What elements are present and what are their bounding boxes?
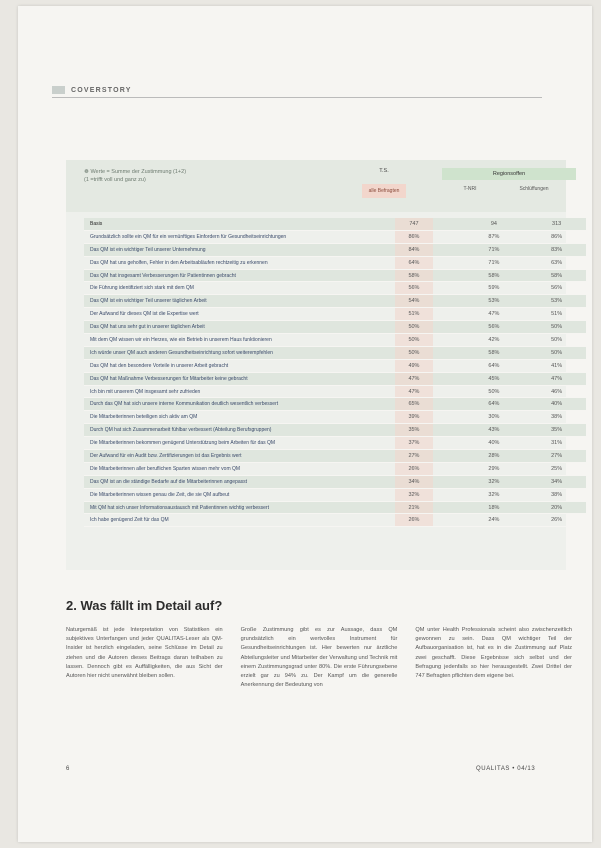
row-value-total: 50% bbox=[395, 321, 432, 333]
row-statement: Der Aufwand für dieses QM ist die Expertise wert bbox=[90, 311, 199, 318]
table-row bbox=[84, 463, 586, 476]
table-row bbox=[84, 514, 586, 527]
table-row bbox=[84, 257, 586, 270]
table-row bbox=[84, 244, 586, 257]
row-value-region-2: 63% bbox=[551, 259, 563, 266]
text-column-2: Große Zustimmung gibt es zur Aussage, dass QM grundsätzlich ein wertvolles Instrument für Gesundheitseinrichtungen ist. Hier bewerten nur ärztliche Abteilungsleiter und Mitarbeiter der Verwaltung und Technik mit einem Zustimmungsgrad unter 80%. Die erste Führungsebene erzielt gar zu 94% zu. Der Kampf um die generelle Anerkennung der Bedeutung von bbox=[240, 627, 398, 689]
row-value-region-1: 32% bbox=[488, 478, 500, 485]
table-row bbox=[84, 270, 586, 283]
row-value-region-1: 94 bbox=[490, 220, 497, 227]
table-row bbox=[84, 489, 586, 502]
row-value-region-1: 43% bbox=[488, 427, 500, 434]
table-row bbox=[84, 321, 586, 334]
row-value-region-2: 25% bbox=[551, 465, 563, 472]
row-value-region-1: 87% bbox=[488, 233, 500, 240]
row-statement: Das QM ist ein wichtiger Teil unserer täglichen Arbeit bbox=[90, 298, 207, 305]
row-value-total: 51% bbox=[395, 308, 432, 320]
table-row bbox=[84, 437, 586, 450]
table-row bbox=[84, 450, 586, 463]
legend-line: (1 =trifft voll und ganz zu) bbox=[84, 177, 146, 183]
row-value-total: 39% bbox=[395, 411, 432, 423]
row-value-total: 49% bbox=[395, 360, 432, 372]
table-body bbox=[84, 218, 586, 527]
row-value-region-1: 47% bbox=[488, 311, 500, 318]
body-text bbox=[66, 626, 572, 690]
col-total-header: T.S. bbox=[379, 168, 389, 174]
row-value-region-2: 53% bbox=[551, 298, 563, 305]
row-statement: Die Führung identifiziert sich stark mit dem QM bbox=[90, 285, 194, 292]
row-value-total: 50% bbox=[395, 334, 432, 346]
row-value-region-2: 56% bbox=[551, 285, 563, 292]
row-statement: Durch das QM hat sich unsere interne Kommunikation deutlich wesentlich verbessert bbox=[90, 401, 279, 408]
row-value-region-2: 58% bbox=[551, 272, 563, 279]
row-value-total: 34% bbox=[395, 476, 432, 488]
row-value-region-1: 71% bbox=[488, 259, 500, 266]
row-value-region-2: 51% bbox=[551, 311, 563, 318]
row-value-region-1: 58% bbox=[488, 272, 500, 279]
row-value-region-1: 40% bbox=[488, 440, 500, 447]
text-column-1: Naturgemäß ist jede Interpretation von Statistiken ein subjektives Unterfangen und jeder QUALITAS-Leser als QM-Insider ist herzlich eingeladen, seine Schlüsse im Detail zu ziehen und die Autoren dieses Beitrags daran teilhaben zu lassen. Dennoch gibt es Auffälligkeiten, die aus Sicht der Autoren hier nicht unerwähnt bleiben sollen. bbox=[66, 627, 223, 680]
row-value-region-1: 64% bbox=[488, 362, 500, 369]
row-statement: Der Aufwand für ein Audit bzw. Zertifizierungen ist das Ergebnis wert bbox=[90, 452, 242, 459]
table-row bbox=[84, 282, 586, 295]
row-statement: Die Mitarbeiterinnen bekommen genügend Unterstützung beim Arbeiten für das QM bbox=[90, 440, 276, 447]
row-value-region-1: 56% bbox=[488, 324, 500, 331]
table-row bbox=[84, 502, 586, 515]
row-statement: Das QM hat insgesamt Verbesserungen für Patientinnen gebracht bbox=[90, 272, 236, 279]
table-row bbox=[84, 295, 586, 308]
row-value-region-1: 29% bbox=[488, 465, 500, 472]
row-value-region-2: 31% bbox=[551, 440, 563, 447]
row-value-total: 26% bbox=[395, 514, 432, 526]
row-value-region-2: 50% bbox=[551, 324, 563, 331]
table-row bbox=[84, 476, 586, 489]
row-statement: Das QM hat Maßnahme Verbesserungen für Mitarbeiter keine gebracht bbox=[90, 375, 248, 382]
row-value-region-2: 50% bbox=[551, 336, 563, 343]
row-value-total: 84% bbox=[395, 244, 432, 256]
row-statement: Basis bbox=[90, 220, 103, 227]
row-value-total: 50% bbox=[395, 347, 432, 359]
row-value-region-1: 50% bbox=[488, 388, 500, 395]
row-value-total: 35% bbox=[395, 424, 432, 436]
table-header bbox=[66, 160, 566, 212]
legend-line: ☸ Werte = Summe der Zustimmung (1+2) bbox=[84, 169, 187, 175]
row-value-region-1: 32% bbox=[488, 491, 500, 498]
region-subheader-2: Schlüffungen bbox=[519, 186, 549, 192]
row-statement: Mit dem QM wissen wir ein Herzes, wie ein Betrieb in unserem Haus funktionieren bbox=[90, 336, 272, 343]
row-value-total: 86% bbox=[395, 231, 432, 243]
row-statement: Das QM hat uns geholfen, Fehler in den Arbeitsabläufen rechtzeitig zu erkennen bbox=[90, 259, 268, 266]
row-value-region-2: 46% bbox=[551, 388, 563, 395]
row-value-region-2: 26% bbox=[551, 517, 563, 524]
row-value-region-1: 53% bbox=[488, 298, 500, 305]
row-statement: Die Mitarbeiterinnen beteiligen sich aktiv am QM bbox=[90, 414, 198, 421]
section-tag bbox=[52, 86, 132, 94]
table-row bbox=[84, 231, 586, 244]
row-value-total: 26% bbox=[395, 463, 432, 475]
row-statement: Das QM hat den besondere Vorteile in unserer Arbeit gebracht bbox=[90, 362, 229, 369]
row-statement: Das QM ist an die ständige Bedarfe auf die Mitarbeiterinnen angepasst bbox=[90, 478, 248, 485]
row-value-total: 47% bbox=[395, 373, 432, 385]
text-column-3: QM unter Health Professionals scheint also zwischenzeitlich gewonnen zu sein. Dass QM wichtiger Teil der Aufbauorganisation ist, hat es in die Zustimmung auf Platz zwei geschafft. Diese Ergebnisse sich selbst und der Befragung jedenfalls so hier herausgestellt. Zwei Drittel der 747 Befragten pflichten dem eigene bei. bbox=[415, 627, 573, 680]
row-value-region-1: 28% bbox=[488, 452, 500, 459]
row-value-region-2: 20% bbox=[551, 504, 563, 511]
row-value-region-1: 24% bbox=[488, 517, 500, 524]
row-value-region-1: 42% bbox=[488, 336, 500, 343]
row-statement: Ich habe genügend Zeit für das QM bbox=[90, 517, 169, 524]
table-row bbox=[84, 360, 586, 373]
row-value-region-2: 27% bbox=[551, 452, 563, 459]
table-row bbox=[84, 386, 586, 399]
row-statement: Ich würde unser QM auch anderen Gesundheitseinrichtung sofort weiterempfehlen bbox=[90, 349, 273, 356]
table-row bbox=[84, 308, 586, 321]
row-statement: Grundsätzlich sollte ein QM für ein vernünftiges Einfordern für Gesundheitseinrichtungen bbox=[90, 233, 287, 240]
page-number: 6 bbox=[66, 766, 70, 772]
row-value-region-1: 59% bbox=[488, 285, 500, 292]
row-statement: Die Mitarbeiterinnen wissen genau die Zeit, die sie QM aufbeut bbox=[90, 491, 230, 498]
row-value-region-2: 34% bbox=[551, 478, 563, 485]
col-total-subheader: alle Befragten bbox=[362, 184, 406, 198]
table-row bbox=[84, 347, 586, 360]
row-value-region-2: 47% bbox=[551, 375, 563, 382]
row-value-total: 54% bbox=[395, 295, 432, 307]
region-header: Regionsoffen bbox=[442, 168, 576, 180]
table-row bbox=[84, 218, 586, 231]
row-value-total: 27% bbox=[395, 450, 432, 462]
table-row bbox=[84, 424, 586, 437]
table-legend bbox=[84, 168, 186, 184]
row-statement: Mit QM hat sich unser Informationsaustausch mit Patientinnen wichtig verbessert bbox=[90, 504, 269, 511]
row-value-total: 37% bbox=[395, 437, 432, 449]
row-statement: Ich bin mit unserem QM insgesamt sehr zufrieden bbox=[90, 388, 201, 395]
row-value-region-2: 38% bbox=[551, 414, 563, 421]
row-value-region-2: 313 bbox=[552, 220, 562, 227]
section-tag-block bbox=[52, 86, 65, 94]
row-value-region-2: 40% bbox=[551, 401, 563, 408]
row-value-region-1: 30% bbox=[488, 414, 500, 421]
row-value-total: 32% bbox=[395, 489, 432, 501]
row-statement: Die Mitarbeiterinnen aller beruflichen Sparten wissen mehr vom QM bbox=[90, 465, 241, 472]
row-value-total: 47% bbox=[395, 386, 432, 398]
row-statement: Das QM hat uns sehr gut in unserer täglichen Arbeit bbox=[90, 324, 205, 331]
row-value-region-1: 45% bbox=[488, 375, 500, 382]
row-value-region-2: 38% bbox=[551, 491, 563, 498]
row-statement: Das QM ist ein wichtiger Teil unserer Unternehmung bbox=[90, 246, 206, 253]
journal-footer: QUALITAS • 04/13 bbox=[476, 766, 536, 772]
row-value-total: 56% bbox=[395, 282, 432, 294]
region-subheader-1: T-NRI bbox=[463, 186, 477, 192]
survey-table bbox=[66, 160, 566, 570]
table-row bbox=[84, 373, 586, 386]
row-value-region-1: 18% bbox=[488, 504, 500, 511]
row-value-total: 65% bbox=[395, 398, 432, 410]
table-row bbox=[84, 411, 586, 424]
section-title: 2. Was fällt im Detail auf? bbox=[66, 598, 223, 613]
table-row bbox=[84, 398, 586, 411]
row-value-total: 21% bbox=[395, 502, 432, 514]
row-statement: Durch QM hat sich Zusammenarbeit fühlbar verbessert (Abteilung Berufsgruppen) bbox=[90, 427, 272, 434]
row-value-region-2: 50% bbox=[551, 349, 563, 356]
row-value-total: 64% bbox=[395, 257, 432, 269]
row-value-total: 747 bbox=[395, 218, 432, 230]
row-value-region-1: 58% bbox=[488, 349, 500, 356]
row-value-region-2: 86% bbox=[551, 233, 563, 240]
row-value-total: 58% bbox=[395, 270, 432, 282]
table-row bbox=[84, 334, 586, 347]
row-value-region-2: 83% bbox=[551, 246, 563, 253]
row-value-region-1: 71% bbox=[488, 246, 500, 253]
row-value-region-1: 64% bbox=[488, 401, 500, 408]
header-divider bbox=[52, 97, 542, 98]
section-label: COVERSTORY bbox=[71, 86, 132, 94]
row-value-region-2: 41% bbox=[551, 362, 563, 369]
row-value-region-2: 35% bbox=[551, 427, 563, 434]
